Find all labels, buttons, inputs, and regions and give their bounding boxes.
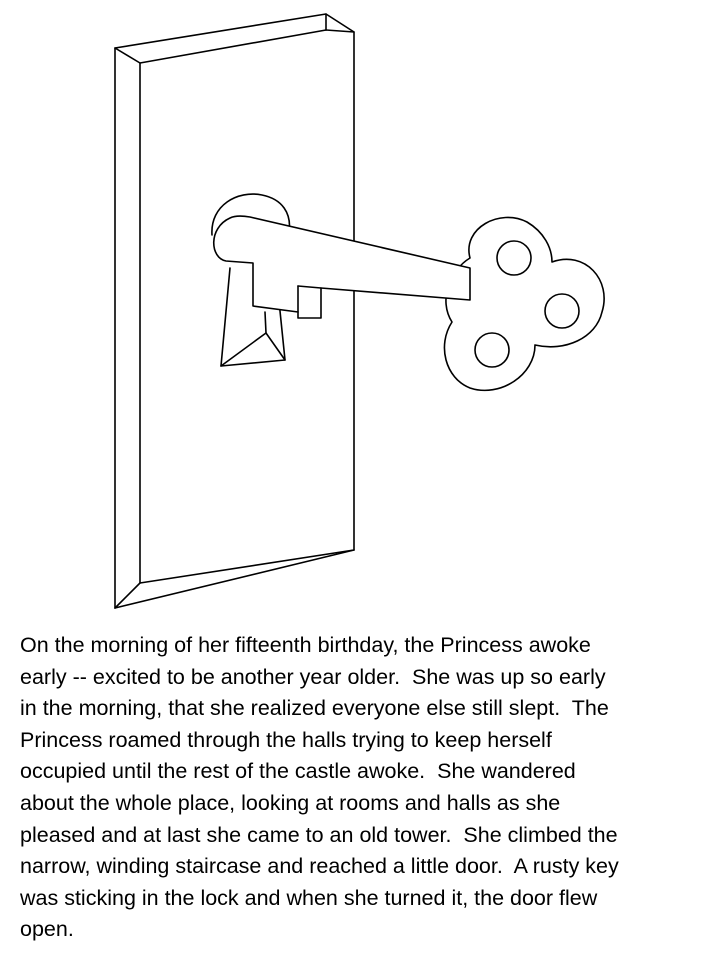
story-line: On the morning of her fifteenth birthday, the Princess awoke	[20, 633, 591, 657]
story-line: narrow, winding staircase and reached a little door. A rusty key	[20, 854, 619, 879]
story-line: occupied until the rest of the castle awoke. She wandered	[20, 759, 576, 784]
story-text	[20, 630, 710, 946]
key-hole-right	[545, 294, 579, 328]
story-line: open.	[20, 917, 74, 942]
key-hole-top	[497, 241, 531, 275]
story-line: early -- excited to be another year older. She was up so early	[20, 664, 606, 689]
key-hole-bottom	[475, 333, 509, 367]
story-line: Princess roamed through the halls trying to keep herself	[20, 727, 552, 752]
key-bow	[444, 217, 604, 390]
story-line: was sticking in the lock and when she turned it, the door flew	[20, 885, 598, 910]
story-line: in the morning, that she realized everyone else still slept. The	[20, 696, 609, 721]
story-line: about the whole place, looking at rooms and halls as she	[20, 790, 561, 815]
story-line: pleased and at last she came to an old tower. She climbed the	[20, 822, 618, 847]
